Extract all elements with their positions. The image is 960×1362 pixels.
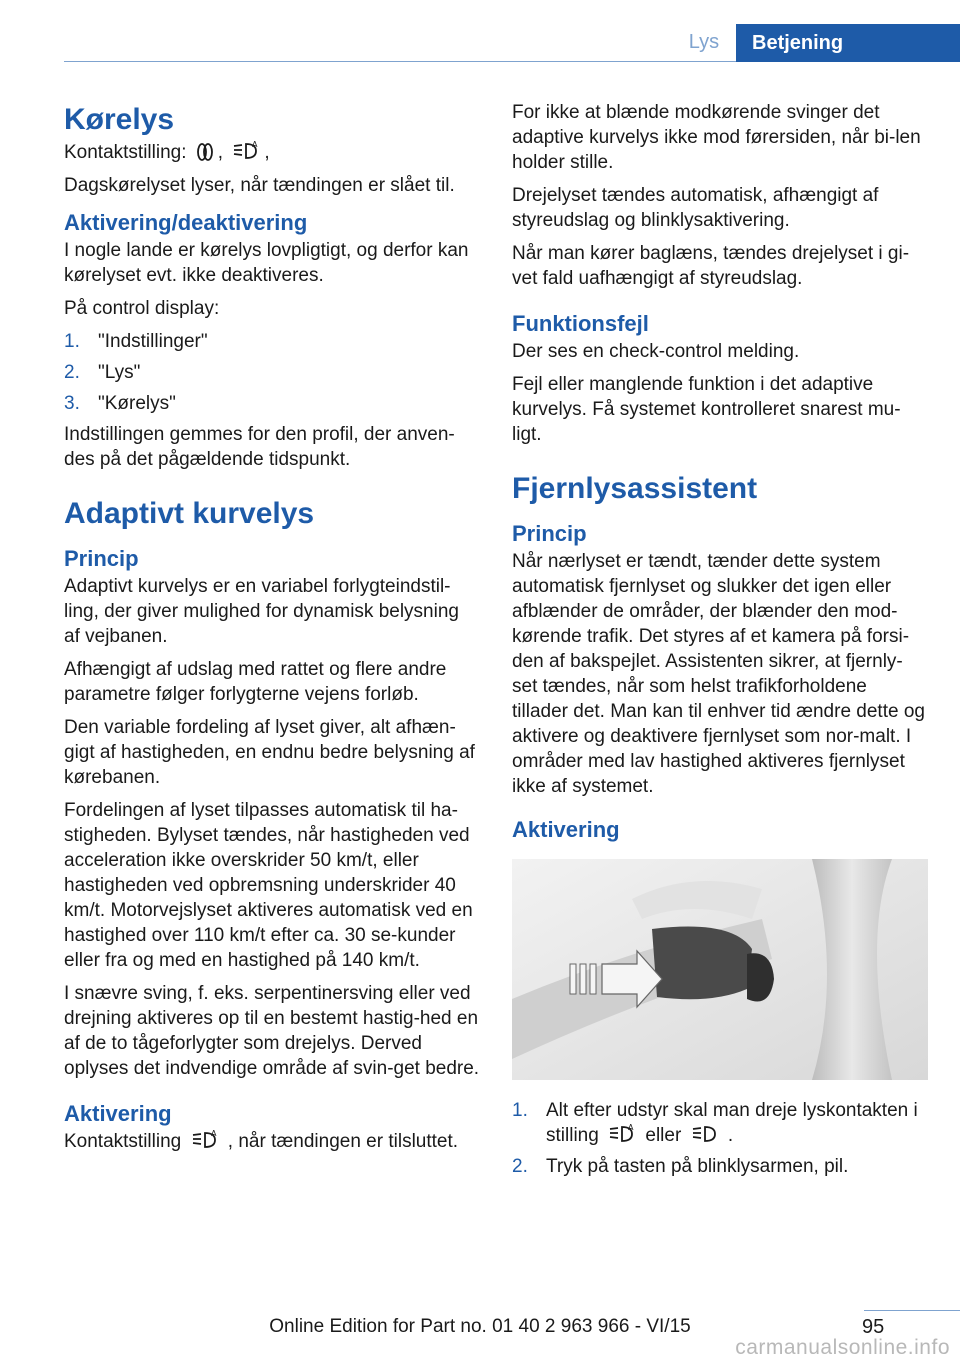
turn-signal-lever-photo bbox=[512, 859, 928, 1080]
princip-heading: Princip bbox=[64, 546, 139, 571]
korelys-heading: Kørelys bbox=[64, 103, 175, 136]
princip-text-2: Afhængigt af udslag med rattet og flere andre parametre følger forlygterne vejens forløb. bbox=[64, 659, 447, 705]
kontakt-line: Kontaktstilling: , A , bbox=[64, 140, 270, 163]
aktivering-heading-left: Aktivering bbox=[64, 1101, 172, 1126]
fjernlys-heading: Fjernlysassistent bbox=[512, 472, 758, 505]
gemmes-text: Indstillingen gemmes for den profil, der anven‐des på det pågældende tidspunkt. bbox=[64, 424, 455, 470]
svg-text:A: A bbox=[628, 1123, 634, 1132]
list-item: 1. Alt efter udstyr skal man dreje lyskontakten i stilling A eller . bbox=[512, 1100, 918, 1146]
list-item: 2. "Lys" bbox=[64, 362, 141, 383]
f-text-2: Fejl eller manglende funktion i det adaptive kurvelys. Få systemet kontrolleret snarest mu‐ligt. bbox=[512, 374, 901, 445]
f-text-1: Der ses en check-control melding. bbox=[512, 341, 800, 362]
princip-text-4: Fordelingen af lyset tilpasses automatisk til ha‐stigheden. Bylyset tændes, når hastigheden ved acceleration ikke overskrider 50 km/t, eller hastigheden ved opbremsning underskrider 40 km/t. Motorvejslyset aktiveres automatisk ved en hastighed over 110 km/t efter ca. 30 se‐kunder eller fra og med en hastighed på 140 km/t. bbox=[64, 800, 473, 971]
low-beam-auto-icon bbox=[232, 140, 260, 162]
watermark: carmanualsonline.info bbox=[735, 1336, 950, 1359]
princip-text-5: I snævre sving, f. eks. serpentinersving eller ved drejning aktiveres op til en bestemt hastig‐hed en af de to tågeforlygter som drejelys. Derved oplyses det indvendige område af svin‐get bedre. bbox=[64, 983, 480, 1079]
aktivering-heading-right: Aktivering bbox=[512, 817, 620, 842]
low-beam-auto-icon bbox=[608, 1123, 636, 1145]
r-text-2: Drejelyset tændes automatisk, afhængigt af styreudslag og blinklysaktivering. bbox=[512, 185, 879, 231]
right-column bbox=[512, 100, 928, 1185]
princip-text-1: Adaptivt kurvelys er en variabel forlygteindstil‐ling, der giver mulighed for dynamisk belysning af vejbanen. bbox=[64, 576, 459, 647]
adaptiv-heading: Adaptivt kurvelys bbox=[64, 497, 315, 530]
svg-text:A: A bbox=[210, 1129, 216, 1138]
dags-text: Dagskørelyset lyser, når tændingen er slået til. bbox=[64, 175, 455, 196]
princip-heading-right: Princip bbox=[512, 521, 587, 546]
kontakt2-line: Kontaktstilling A , når tændingen er tilsluttet. bbox=[64, 1129, 459, 1152]
page-number: 95 bbox=[862, 1316, 885, 1338]
svg-text:A: A bbox=[252, 140, 258, 149]
r-text-3: Når man kører baglæns, tændes drejelyset i gi‐vet fald uafhængigt af styreudslag. bbox=[512, 243, 910, 289]
list-item: 1. "Indstillinger" bbox=[64, 331, 208, 352]
princip-text-3: Den variable fordeling af lyset giver, alt afhæn‐gigt af hastigheden, en endnu bedre belysning af kørebanen. bbox=[64, 717, 475, 788]
chapter-tab[interactable]: Betjening bbox=[736, 24, 960, 62]
low-beam-auto-icon bbox=[191, 1129, 219, 1151]
fjernlys-text: Når nærlyset er tændt, tænder dette system automatisk fjernlyset og slukker det igen eller afblænder de områder, der blænder den mod‐kørende trafik. Det styres af et kamera på forsi‐den af bakspejlet. Assistenten sikrer, at fjernly‐set tændes, når som helst trafikforholdene tillader det. Man kan til enhver tid ændre dette og aktivere og deaktivere fjernlyset som nor‐malt. I områder med lav hastighed aktiveres fjernlyset ikke af systemet. bbox=[512, 551, 925, 797]
section-tab[interactable]: Lys bbox=[688, 31, 720, 53]
footer-rule bbox=[864, 1310, 960, 1311]
list-item: 2. Tryk på tasten på blinklysarmen, pil. bbox=[512, 1156, 849, 1177]
control-text: På control display: bbox=[64, 298, 220, 319]
parking-light-icon bbox=[196, 142, 214, 162]
left-column bbox=[64, 100, 480, 1162]
list-item: 3. "Kørelys" bbox=[64, 393, 176, 414]
akt-deakt-heading: Aktivering/deaktivering bbox=[64, 210, 308, 235]
low-beam-icon bbox=[691, 1123, 719, 1145]
r-text-1: For ikke at blænde modkørende svinger det adaptive kurvelys ikke mod førersiden, når bi‐len holder stille. bbox=[512, 102, 921, 173]
funktionsfejl-heading: Funktionsfejl bbox=[512, 311, 649, 336]
edition-footer: Online Edition for Part no. 01 40 2 963 966 - VI/15 bbox=[269, 1316, 691, 1337]
lande-text: I nogle lande er kørelys lovpligtigt, og derfor kan kørelyset evt. ikke deaktiveres. bbox=[64, 240, 469, 286]
